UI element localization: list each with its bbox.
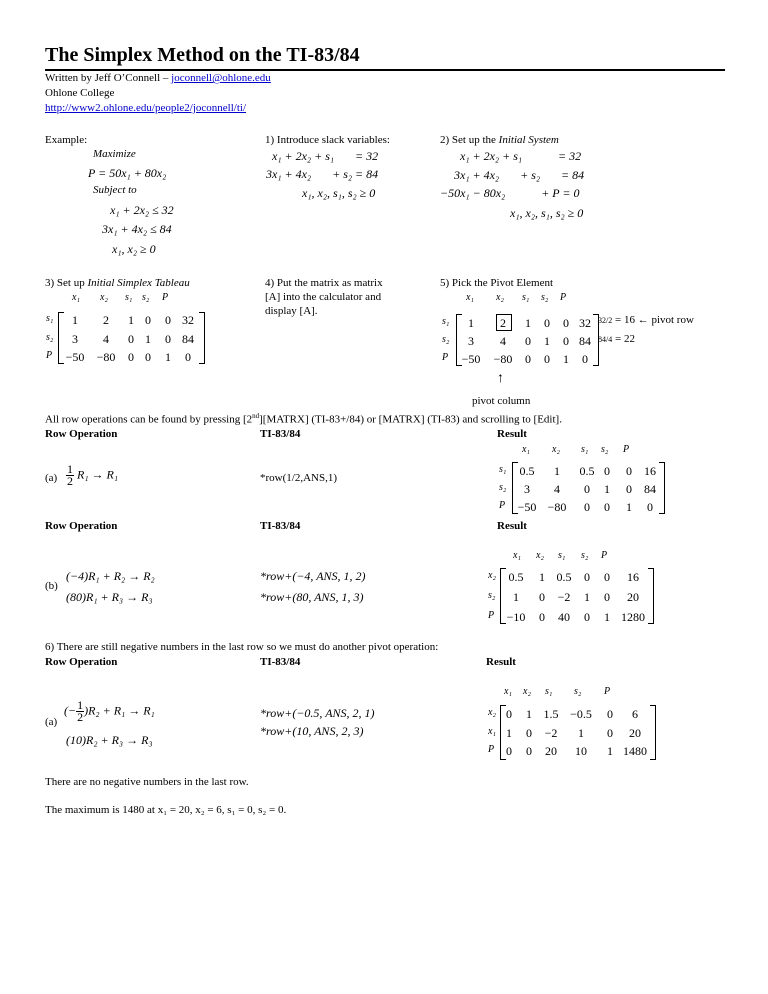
op-a-frac-den: 2 (67, 474, 73, 488)
step3-matrix-col-header: s₁ (125, 292, 133, 303)
op-b-ti-command-2: *row+(80, ANS, 1, 3) (260, 590, 364, 604)
pivot-element-box (496, 314, 512, 331)
step5-matrix-cell: −80 (493, 352, 513, 366)
ratio2-num: 84 (598, 335, 606, 344)
op-c-matrix-cell: 20 (545, 744, 557, 758)
step5-matrix-cell: 0 (544, 316, 550, 330)
step3-heading-text: 3) Set up (45, 277, 88, 289)
op-c-matrix-cell: 6 (632, 707, 638, 721)
op-b-matrix-cell: 0 (584, 610, 590, 624)
step5-matrix-cell: 0 (525, 334, 531, 348)
op-c-matrix-col-header: s₁ (545, 686, 553, 697)
step5-matrix-cell: 1 (544, 334, 550, 348)
step3-matrix-cell: 0 (165, 332, 171, 346)
op-c-matrix-cell: 0 (506, 707, 512, 721)
step3-matrix-col-header: s₂ (142, 292, 150, 303)
step2-heading-italic: Initial System (498, 134, 559, 146)
op-b-matrix-cell: 0.5 (556, 570, 572, 584)
op-a-matrix-row-label: s₁ (499, 464, 507, 475)
step1-line-3: x₁, x₂, s₁, s₂ ≥ 0 (302, 186, 376, 200)
op-a-matrix-cell: 1 (604, 482, 610, 496)
op-a-matrix-cell: 84 (644, 482, 656, 496)
constraint-2: 3x₁ + 4x₂ ≤ 84 (102, 222, 172, 236)
op-b-matrix-cell: 40 (558, 610, 570, 624)
ratio1-num: 32 (598, 316, 606, 325)
op-a-expression (66, 464, 118, 487)
step3-matrix-cell: 0 (165, 313, 171, 327)
step3-matrix-cell: 84 (182, 332, 194, 346)
op-b-matrix-row-label: P (488, 610, 495, 621)
op-a-matrix-col-header: s₂ (601, 444, 609, 455)
result-header-c: Result (486, 656, 516, 668)
step2-line-2: 3x₁ + 4x₂ + s₂ = 84 (454, 168, 585, 182)
step3-matrix-cell: −50 (65, 350, 85, 364)
op-c-matrix-row-label: P (488, 744, 495, 755)
op-c-matrix-cell: 0 (526, 744, 532, 758)
op-c-label: (a) (45, 716, 58, 728)
row-ops-note-post: ][MATRX] (TI-83+/84) or [MATRX] (TI-83) and scrolling to [Edit]. (259, 413, 562, 426)
step5-matrix-col-header: s₂ (541, 292, 549, 303)
op-a-operation: R₁ → R₁ (77, 467, 119, 482)
op-a-matrix-col-header: P (623, 444, 630, 455)
op-b-label: (b) (45, 580, 58, 592)
constraint-3: x₁, x₂ ≥ 0 (112, 242, 156, 256)
op-b-matrix-cell: 0 (539, 610, 545, 624)
step1-heading: 1) Introduce slack variables: (265, 134, 390, 146)
op-c-operation-2: (10)R₂ + R₃ → R₃ (66, 733, 153, 747)
op-a-label: (a) (45, 472, 58, 484)
step5-matrix-cell: 1 (525, 316, 531, 330)
op-c-matrix-col-header: x₂ (523, 686, 531, 697)
op-b-matrix-row-label: s₂ (488, 590, 496, 601)
op-b-matrix-col-header: P (601, 550, 608, 561)
op-b-matrix-col-header: x₁ (513, 550, 521, 561)
step3-matrix-cell: 1 (165, 350, 171, 364)
ratio1-den: 2 (608, 316, 613, 325)
step5-matrix-row-label: s₂ (442, 334, 450, 345)
step5-matrix-cell: 1 (468, 316, 474, 330)
step3-matrix-col-header: P (162, 292, 169, 303)
row-ops-note (45, 412, 562, 426)
ratio2-text: = 22 (612, 333, 635, 345)
step5-matrix-col-header: x₁ (466, 292, 474, 303)
step3-heading (45, 277, 190, 289)
op-c-matrix-cell: 1 (526, 707, 532, 721)
op-b-matrix-cell: 1 (604, 610, 610, 624)
author-line (45, 72, 271, 84)
op-c-operation-1 (64, 700, 155, 723)
step4-line-1: 4) Put the matrix as matrix (265, 277, 383, 289)
result-header-b: Result (497, 520, 527, 532)
subject-to-label: Subject to (93, 184, 137, 196)
op-b-matrix-cell: 0 (604, 570, 610, 584)
step5-matrix-col-header: P (560, 292, 567, 303)
college-name: Ohlone College (45, 87, 115, 99)
step4-line-3: display [A]. (265, 305, 318, 317)
op-a-matrix-cell: 0 (626, 464, 632, 478)
example-label: Example: (45, 134, 88, 146)
op-c-matrix-cell: 20 (629, 726, 641, 740)
op-a-matrix-cell: 4 (554, 482, 560, 496)
op-c-matrix-cell: 1480 (623, 744, 647, 758)
ratio-row-1: 32/2 = 16 ← pivot row (598, 314, 694, 326)
op-b-matrix-col-header: s₁ (558, 550, 566, 561)
row-ops-note-pre: All row operations can be found by pressing [2 (45, 413, 253, 426)
step3-matrix-cell: 4 (103, 332, 109, 346)
step3-matrix-cell: 1 (145, 332, 151, 346)
title-rule (45, 69, 725, 71)
step3-matrix-cell: 1 (128, 313, 134, 327)
op-a-matrix-col-header: s₁ (581, 444, 589, 455)
op-b-matrix-cell: 20 (627, 590, 639, 604)
step3-matrix-col-header: x₂ (100, 292, 108, 303)
ti-header-c: TI-83/84 (260, 656, 301, 668)
op-a-matrix-cell: 0 (647, 500, 653, 514)
op-c-matrix-cell: −0.5 (570, 707, 592, 721)
step3-matrix-cell: 0 (128, 332, 134, 346)
step5-matrix-row-label: P (442, 352, 449, 363)
op-b-matrix-cell: −2 (557, 590, 571, 604)
op-a-matrix-cell: 0 (626, 482, 632, 496)
step2-heading-text: 2) Set up the (440, 134, 499, 146)
op-a-matrix-cell: 0 (604, 500, 610, 514)
op-a-matrix-cell: 1 (554, 464, 560, 478)
step3-matrix-cell: 0 (128, 350, 134, 364)
up-arrow-icon: ↑ (497, 371, 504, 386)
op-c-matrix-cell: 1.5 (543, 707, 559, 721)
step2-line-4: x₁, x₂, s₁, s₂ ≥ 0 (510, 206, 584, 220)
op-a-matrix-row-label: P (499, 500, 506, 511)
objective-function: P = 50x₁ + 80x₂ (88, 166, 167, 180)
step3-matrix-cell: 0 (145, 313, 151, 327)
op-c-ti-command-2: *row+(10, ANS, 2, 3) (260, 724, 364, 738)
author-text: Written by Jeff O’Connell – (45, 72, 172, 84)
op-c-op1-pre: (− (64, 703, 77, 718)
op-a-matrix-cell: 0 (584, 482, 590, 496)
op-b-matrix-cell: 1 (539, 570, 545, 584)
op-b-matrix-cell: 16 (627, 570, 639, 584)
step2-heading (440, 134, 559, 146)
op-b-matrix-cell: 1280 (621, 610, 645, 624)
op-c-matrix-cell: 0 (607, 707, 613, 721)
op-c-matrix-cell: 1 (578, 726, 584, 740)
op-a-matrix-cell: 0 (584, 500, 590, 514)
op-a-matrix-cell: −80 (547, 500, 567, 514)
step3-matrix-cell: 0 (145, 350, 151, 364)
op-b-matrix-col-header: x₂ (536, 550, 544, 561)
op-a-matrix-cell: 1 (626, 500, 632, 514)
step3-matrix-row-label: s₂ (46, 332, 54, 343)
op-c-op1-post: )R₂ + R₁ → R₁ (84, 703, 155, 718)
op-a-matrix-row-label: s₂ (499, 482, 507, 493)
row-ops-note-sup: nd (252, 412, 260, 420)
op-a-matrix-col-header: x₁ (522, 444, 530, 455)
ratio2-den: 4 (608, 335, 613, 344)
op-b-matrix-cell: −10 (506, 610, 526, 624)
op-c-matrix-cell: 1 (607, 744, 613, 758)
op-b-matrix-row-label: x₂ (488, 570, 496, 581)
step1-line-2: 3x₁ + 4x₂ + s₂ = 84 (266, 167, 379, 181)
ratio-row-2: 84/4 = 22 (598, 333, 635, 345)
pivot-column-label: pivot column (472, 395, 531, 407)
step4-line-2: [A] into the calculator and (265, 291, 382, 303)
step5-matrix-cell: 84 (579, 334, 591, 348)
step3-matrix-row-label: s₁ (46, 313, 54, 324)
op-c-matrix-col-header: x₁ (504, 686, 512, 697)
row-operation-header-c: Row Operation (45, 656, 118, 668)
email-link[interactable]: joconnell@ohlone.edu (171, 72, 271, 84)
step6-text: 6) There are still negative numbers in the last row so we must do another pivot operation: (45, 641, 439, 653)
op-c-matrix-col-header: s₂ (574, 686, 582, 697)
step2-line-3: −50x₁ − 80x₂ + P = 0 (440, 186, 580, 200)
op-c-matrix-cell: 0 (506, 744, 512, 758)
step5-matrix-col-header: x₂ (496, 292, 504, 303)
op-a-matrix-cell: 16 (644, 464, 656, 478)
op-c-frac-num: 1 (77, 698, 84, 712)
step1-line-1: x₁ + 2x₂ + s₁ = 32 (272, 149, 379, 163)
step3-matrix-cell: 2 (103, 313, 109, 327)
step3-matrix-row-label: P (46, 350, 53, 361)
op-a-matrix-cell: −50 (517, 500, 537, 514)
step5-matrix-cell: 4 (500, 334, 506, 348)
op-c-matrix-cell: 0 (607, 726, 613, 740)
page-title: The Simplex Method on the TI-83/84 (45, 44, 360, 66)
op-b-matrix-col-header: s₂ (581, 550, 589, 561)
op-c-matrix-row-label: x₂ (488, 707, 496, 718)
step2-line-1: x₁ + 2x₂ + s₁ = 32 (460, 149, 582, 163)
op-b-operation-1: (−4)R₁ + R₂ → R₂ (66, 569, 155, 583)
op-b-matrix-cell: 0 (604, 590, 610, 604)
op-c-matrix-cell: 1 (506, 726, 512, 740)
op-c-matrix-row-label: x₁ (488, 726, 496, 737)
op-b-operation-2: (80)R₁ + R₃ → R₃ (66, 590, 153, 604)
website-link[interactable]: http://www2.ohlone.edu/people2/joconnell/ti/ (45, 102, 247, 114)
step3-matrix-col-header: x₁ (72, 292, 80, 303)
op-a-matrix-col-header: x₂ (552, 444, 560, 455)
step5-matrix-cell: 0 (563, 334, 569, 348)
op-a-ti-command: *row(1/2,ANS,1) (260, 472, 337, 484)
step5-matrix-cell: 1 (563, 352, 569, 366)
op-c-matrix-cell: 10 (575, 744, 587, 758)
ti-header-a: TI-83/84 (260, 428, 301, 440)
step3-matrix-cell: 32 (182, 313, 194, 327)
op-a-matrix-cell: 0.5 (519, 464, 535, 478)
op-c-matrix-col-header: P (604, 686, 611, 697)
step5-matrix-cell: 32 (579, 316, 591, 330)
step3-matrix-cell: 3 (72, 332, 78, 346)
op-b-ti-command-1: *row+(−4, ANS, 1, 2) (260, 569, 366, 583)
maximum-result: The maximum is 1480 at x₁ = 20, x₂ = 6, s₁ = 0, s₂ = 0. (45, 804, 287, 816)
op-c-ti-command-1: *row+(−0.5, ANS, 2, 1) (260, 706, 375, 720)
row-operation-header-b: Row Operation (45, 520, 118, 532)
step5-matrix-cell: −50 (461, 352, 481, 366)
step5-matrix-cell: 3 (468, 334, 474, 348)
constraint-1: x₁ + 2x₂ ≤ 32 (110, 203, 174, 217)
maximize-label: Maximize (93, 148, 136, 160)
op-c-matrix-cell: 0 (526, 726, 532, 740)
result-header-a: Result (497, 428, 527, 440)
step3-matrix-cell: −80 (96, 350, 116, 364)
step5-matrix-col-header: s₁ (522, 292, 530, 303)
op-c-matrix-cell: −2 (544, 726, 558, 740)
op-a-matrix-cell: 0.5 (579, 464, 595, 478)
step3-heading-italic: Initial Simplex Tableau (87, 277, 190, 289)
step3-matrix-cell: 0 (185, 350, 191, 364)
step5-matrix-cell: 0 (582, 352, 588, 366)
step5-matrix-cell: 0 (563, 316, 569, 330)
op-a-frac-num: 1 (67, 462, 73, 476)
step5-matrix-cell: 0 (525, 352, 531, 366)
no-negative-note: There are no negative numbers in the last row. (45, 776, 249, 788)
op-c-frac-den: 2 (77, 710, 84, 724)
step5-matrix-cell: 0 (544, 352, 550, 366)
step5-matrix-row-label: s₁ (442, 316, 450, 327)
op-b-matrix-cell: 0.5 (508, 570, 524, 584)
op-b-matrix-cell: 0 (539, 590, 545, 604)
step5-matrix-cell: 2 (500, 316, 506, 330)
ratio1-text: = 16 ← pivot row (612, 314, 694, 326)
op-a-matrix-cell: 0 (604, 464, 610, 478)
op-a-matrix-cell: 3 (524, 482, 530, 496)
row-operation-header-a: Row Operation (45, 428, 118, 440)
op-b-matrix-cell: 1 (584, 590, 590, 604)
step5-heading: 5) Pick the Pivot Element (440, 277, 554, 289)
op-b-matrix-cell: 1 (513, 590, 519, 604)
step3-matrix-cell: 1 (72, 313, 78, 327)
ti-header-b: TI-83/84 (260, 520, 301, 532)
op-b-matrix-cell: 0 (584, 570, 590, 584)
